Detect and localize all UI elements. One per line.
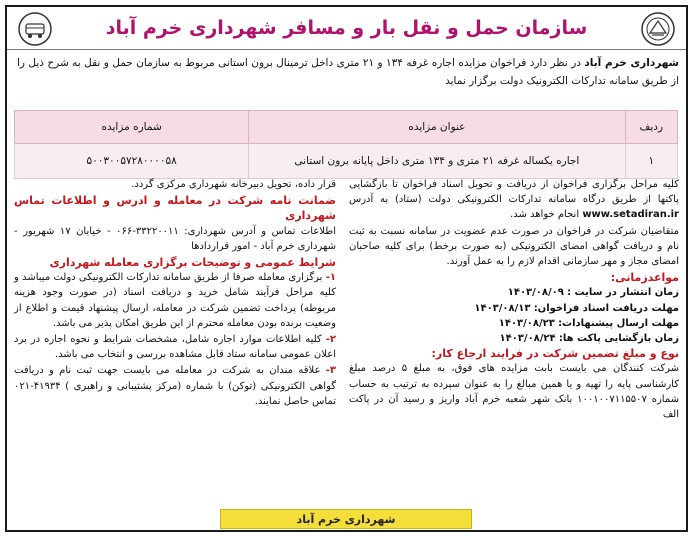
- term-item: [14, 270, 336, 331]
- date-item: [349, 285, 679, 300]
- term-text: برگزاری معامله صرفا از طریق سامانه تدارکات الکترونیکی دولت میباشد و کلیه مراحل فرآیند شامل خرید و دریافت اسناد (در صورت وجود هزینه مربوطه) پرداخت تضمین شرکت در معامله، ارسال پیشنهاد قیمت و اطلاع از وضعیت برنده بودن معامله محترم از این طریق امکان پذیر می باشد.: [14, 272, 336, 329]
- footer-label: شهرداری خرم آباد: [296, 512, 396, 526]
- municipality-emblem-icon: [640, 11, 676, 47]
- procedure-text-end: انجام خواهد شد.: [510, 209, 580, 221]
- guarantee-paragraph: شرکت کنندگان می بایست بابت مزایده های فوق، به مبلغ ۵ درصد مبلغ کارشناسی پایه را تهیه و یا همین مبالغ را به عنوان سپرده به ترتیب به حساب شماره ۱۰۰۱۰۰۷۱۱۵۵۰۷ بانک شهر شعبه خرم آباد واریز و رسید آن در پاکت الف: [349, 363, 680, 421]
- contact-heading: ضمانت نامه شرکت در معامله و ادرس و اطلاعات تماس شهرداری: [14, 194, 336, 223]
- cell-row-number: ۱: [625, 144, 677, 179]
- intro-text: در نظر دارد فراخوان مزایده اجاره غرفه ۱۳۴ و ۲۱ متری داخل ترمینال برون استانی مربوط به سازمان حمل و نقل به شرح ذیل را از طریق سامانه تدارکات الکترونیک دولت برگزار نماید: [17, 57, 679, 87]
- contact-paragraph: اطلاعات تماس و آدرس شهرداری: ۳۳۲۲۰۰۱۱-۰۶۶ - خیابان ۱۷ شهریور - شهرداری خرم آباد - امور قراردادها: [14, 225, 337, 252]
- date-value: ۱۴۰۳/۰۸/۰۹: [507, 287, 564, 299]
- term-text: علاقه مندان به شرکت در معامله می بایست جهت ثبت نام و دریافت گواهی الکترونیکی (توکن) با شماره (مرکز پشتیبانی و راهبری ) ۴۱۹۳۴-۰۲۱ تماس حاصل نمایند.: [14, 365, 336, 407]
- date-label: مهلت دریافت اسناد فراخوان:: [533, 302, 679, 314]
- header-row-number: ردیف: [625, 111, 677, 144]
- terms-heading: شرایط عمومی و توضیحات برگزاری معامله شهرداری: [49, 256, 336, 270]
- date-label: مهلت ارسال پیشنهادات:: [558, 317, 679, 329]
- term-item: [14, 332, 336, 362]
- table-header-row: [15, 111, 678, 144]
- transport-organization-logo-icon: [17, 11, 53, 47]
- date-value: ۱۴۰۳/۰۸/۲۴: [499, 333, 556, 345]
- ad-header: [7, 7, 686, 50]
- date-value: ۱۴۰۳/۰۸/۲۳: [498, 317, 555, 329]
- term-number: ۲-: [325, 334, 336, 346]
- date-label: زمان انتشار در سایت :: [567, 287, 679, 299]
- left-column: [14, 177, 336, 410]
- cell-auction-number: ۵۰۰۳۰۰۵۷۲۸۰۰۰۰۵۸: [15, 144, 249, 179]
- intro-organization: شهرداری خرم آباد: [584, 57, 679, 69]
- procedure-paragraph: [349, 177, 679, 223]
- intro-paragraph: [17, 54, 679, 90]
- setad-website-link[interactable]: www.setadiran.ir: [582, 209, 679, 221]
- header-auction-number: شماره مزایده: [15, 111, 249, 144]
- auction-table: [14, 110, 678, 179]
- procedure-text: کلیه مراحل برگزاری فراخوان از دریافت و تحویل اسناد فراخوان تا بازگشایی پاکتها از طریق درگاه سامانه تدارکات الکترونیکی دولت (ستاد) به آدرس: [349, 179, 679, 206]
- date-item: [349, 331, 679, 346]
- footer-municipality-bar: [220, 509, 472, 529]
- date-item: [349, 301, 679, 316]
- guarantee-heading: نوع و مبلغ تضمین شرکت در فرایند ارجاع کار:: [431, 347, 679, 361]
- registration-paragraph: متقاضیان شرکت در فراخوان در صورت عدم عضویت در سامانه نسبت به ثبت نام و دریافت گواهی امضای الکترونیکی (به صورت برخط) برای کلیه صاحبان امضای مجاز و مهر سازمانی اقدام لازم را به عمل آورند.: [349, 225, 679, 268]
- term-text: کلیه اطلاعات موارد اجاره شامل، مشخصات شرایط و نحوه اجاره در برد اعلان عمومی سامانه ستاد قابل مشاهده بررسی و انتخاب می باشد.: [14, 334, 336, 361]
- date-label: زمان بازگشایی پاکت ها:: [558, 333, 679, 345]
- date-value: ۱۴۰۳/۰۸/۱۳: [474, 302, 531, 314]
- term-item: [14, 363, 336, 409]
- cell-auction-title: اجاره یکساله غرفه ۲۱ متری و ۱۳۴ متری داخل پایانه برون استانی: [249, 144, 625, 179]
- header-auction-title: عنوان مزایده: [249, 111, 625, 144]
- term-number: ۳-: [325, 365, 336, 377]
- term-number: ۱-: [325, 272, 336, 284]
- right-column: [349, 177, 679, 423]
- dates-heading: مواعدزمانی:: [610, 271, 679, 285]
- date-item: [349, 316, 679, 331]
- ad-title: سازمان حمل و نقل بار و مسافر شهرداری خرم آباد: [105, 17, 588, 39]
- table-row: [15, 144, 678, 179]
- submission-note: قرار داده، تحویل دبیرخانه شهرداری مرکزی گردد.: [131, 179, 336, 190]
